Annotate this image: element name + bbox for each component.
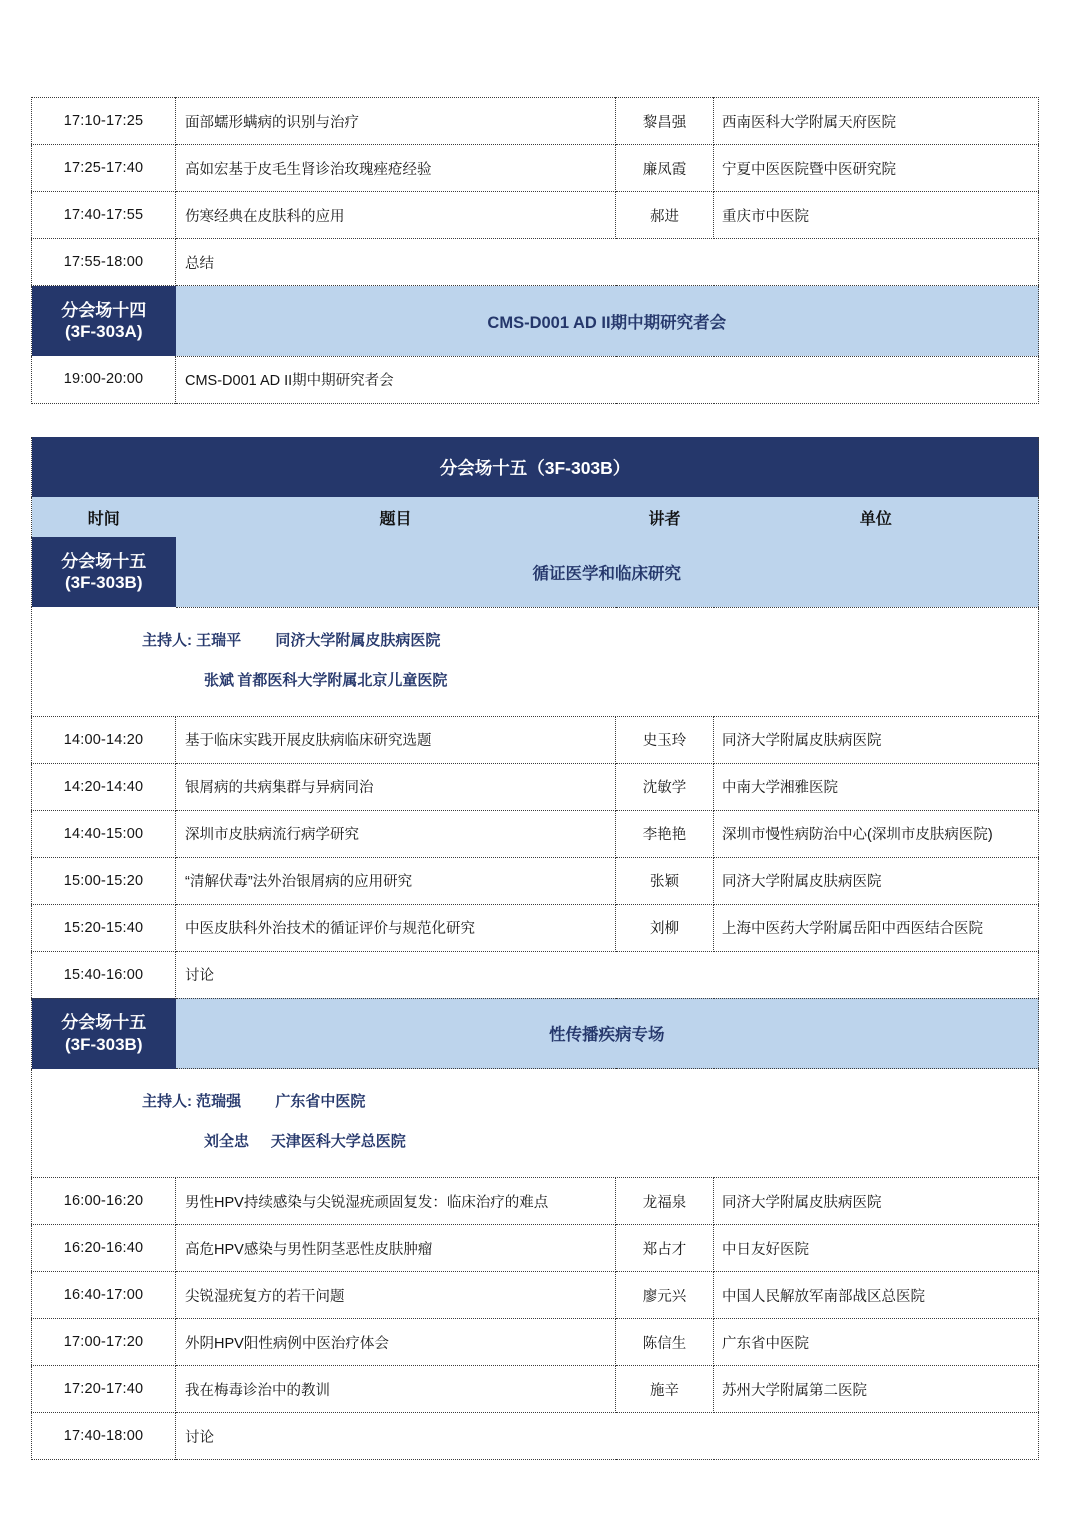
cell-org: 同济大学附属皮肤病医院 <box>714 716 1039 763</box>
cell-time: 19:00-20:00 <box>32 356 176 403</box>
cell-org: 中国人民解放军南部战区总医院 <box>714 1272 1039 1319</box>
section-bar-row <box>32 437 1039 497</box>
moderator-name: 王瑞平 <box>196 631 242 649</box>
cell-title: 讨论 <box>176 951 1039 998</box>
cell-title: 尖锐湿疣复方的若干问题 <box>176 1272 616 1319</box>
table-row <box>32 716 1039 763</box>
venue-line-2: (3F-303A) <box>65 322 143 341</box>
moderator-org: 首都医科大学附属北京儿童医院 <box>237 671 448 689</box>
moderator-name: 张斌 <box>204 671 235 689</box>
cell-time: 14:20-14:40 <box>32 763 176 810</box>
cell-speaker: 施辛 <box>616 1366 714 1413</box>
column-header-speaker: 讲者 <box>616 497 714 537</box>
table-row <box>32 145 1039 192</box>
moderator-line-2 <box>32 1133 1038 1151</box>
venue-line-1: 分会场十五 <box>61 551 147 571</box>
cell-org: 西南医科大学附属天府医院 <box>714 98 1039 145</box>
cell-org: 宁夏中医医院暨中医研究院 <box>714 145 1039 192</box>
cell-title: 高危HPV感染与男性阴茎恶性皮肤肿瘤 <box>176 1225 616 1272</box>
cell-title: 高如宏基于皮毛生肾诊治玫瑰痤疮经验 <box>176 145 616 192</box>
cell-time: 14:40-15:00 <box>32 810 176 857</box>
venue-band-row <box>32 286 1039 357</box>
cell-speaker: 廖元兴 <box>616 1272 714 1319</box>
session-title: CMS-D001 AD II期中期研究者会 <box>176 286 1039 357</box>
moderator-block <box>32 607 1039 716</box>
table-row <box>32 763 1039 810</box>
cell-org: 重庆市中医院 <box>714 192 1039 239</box>
table-row <box>32 1225 1039 1272</box>
moderator-line-1 <box>32 632 1038 650</box>
cell-time: 15:00-15:20 <box>32 857 176 904</box>
cell-time: 17:55-18:00 <box>32 239 176 286</box>
cell-title: 外阴HPV阳性病例中医治疗体会 <box>176 1319 616 1366</box>
cell-org: 中南大学湘雅医院 <box>714 763 1039 810</box>
cell-speaker: 郝进 <box>616 192 714 239</box>
venue-band-row <box>32 537 1039 607</box>
cell-title: 讨论 <box>185 1429 214 1446</box>
cell-time: 16:20-16:40 <box>32 1225 176 1272</box>
moderator-line-1 <box>32 1093 1038 1111</box>
table-row <box>32 951 1039 998</box>
cell-speaker: 黎昌强 <box>616 98 714 145</box>
cell-time: 17:40-18:00 <box>32 1413 176 1460</box>
moderator-label: 主持人: <box>142 631 192 649</box>
venue-line-1: 分会场十四 <box>61 300 147 320</box>
cell-title: 中医皮肤科外治技术的循证评价与规范化研究 <box>176 904 616 951</box>
table-row <box>32 1272 1039 1319</box>
venue-line-1: 分会场十五 <box>61 1013 147 1033</box>
table-row <box>32 857 1039 904</box>
session-title: 性传播疾病专场 <box>176 998 1039 1069</box>
agenda-table-one <box>31 97 1039 404</box>
cell-org: 同济大学附属皮肤病医院 <box>714 1178 1039 1225</box>
moderator-name: 刘全忠 <box>204 1133 250 1150</box>
table-row <box>32 1178 1039 1225</box>
cell-speaker: 沈敏学 <box>616 763 714 810</box>
cell-time: 17:25-17:40 <box>32 145 176 192</box>
cell-title: 我在梅毒诊治中的教训 <box>176 1366 616 1413</box>
cell-title: 银屑病的共病集群与异病同治 <box>176 763 616 810</box>
table-row <box>32 1366 1039 1413</box>
table-row <box>32 1413 1039 1460</box>
cell-title: 伤寒经典在皮肤科的应用 <box>176 192 616 239</box>
cell-org: 广东省中医院 <box>714 1319 1039 1366</box>
cell-speaker: 史玉玲 <box>616 716 714 763</box>
cell-org: 苏州大学附属第二医院 <box>714 1366 1039 1413</box>
cell-time: 16:00-16:20 <box>32 1178 176 1225</box>
cell-speaker: 刘柳 <box>616 904 714 951</box>
table-one-body <box>32 98 1039 404</box>
cell-time: 17:20-17:40 <box>32 1366 176 1413</box>
cell-time: 16:40-17:00 <box>32 1272 176 1319</box>
cell-time: 17:40-17:55 <box>32 192 176 239</box>
cell-speaker: 李艳艳 <box>616 810 714 857</box>
venue-cell <box>32 286 176 357</box>
agenda-table-two <box>31 437 1039 1460</box>
moderator-block <box>32 1069 1039 1178</box>
venue-line-2: (3F-303B) <box>65 573 143 592</box>
cell-speaker: 陈信生 <box>616 1319 714 1366</box>
moderator-name: 范瑞强 <box>196 1093 242 1110</box>
cell-time: 17:00-17:20 <box>32 1319 176 1366</box>
cell-title: 总结 <box>176 239 1039 286</box>
cell-time: 17:10-17:25 <box>32 98 176 145</box>
column-header-title: 题目 <box>176 497 616 537</box>
cell-speaker: 龙福泉 <box>616 1178 714 1225</box>
table-row <box>32 98 1039 145</box>
cell-time: 14:00-14:20 <box>32 716 176 763</box>
cell-title: 深圳市皮肤病流行病学研究 <box>176 810 616 857</box>
cell-org: 上海中医药大学附属岳阳中西医结合医院 <box>714 904 1039 951</box>
moderator-label: 主持人: <box>142 1093 192 1110</box>
moderator-row <box>32 1069 1039 1178</box>
table-row <box>32 810 1039 857</box>
venue-cell <box>32 537 176 607</box>
moderator-org: 广东省中医院 <box>275 1093 366 1110</box>
column-header-row <box>32 497 1039 537</box>
table-row <box>32 356 1039 403</box>
cell-title: 面部蠕形螨病的识别与治疗 <box>176 98 616 145</box>
cell-speaker: 张颖 <box>616 857 714 904</box>
table-row <box>32 239 1039 286</box>
moderator-line-2 <box>32 672 1038 690</box>
moderator-org: 同济大学附属皮肤病医院 <box>275 631 441 649</box>
cell-title: 基于临床实践开展皮肤病临床研究选题 <box>176 716 616 763</box>
cell-org: 同济大学附属皮肤病医院 <box>714 857 1039 904</box>
column-header-org: 单位 <box>714 497 1039 537</box>
cell-speaker: 廉凤霞 <box>616 145 714 192</box>
cell-speaker: 郑占才 <box>616 1225 714 1272</box>
cell-org: 深圳市慢性病防治中心(深圳市皮肤病医院) <box>714 810 1039 857</box>
cell-org: 中日友好医院 <box>714 1225 1039 1272</box>
cell-time: 15:40-16:00 <box>32 951 176 998</box>
section-bar-title: 分会场十五（3F-303B） <box>32 437 1039 497</box>
cell-title: CMS-D001 AD II期中期研究者会 <box>185 373 394 389</box>
column-header-time: 时间 <box>32 497 176 537</box>
session-title: 循证医学和临床研究 <box>176 537 1039 607</box>
moderator-row <box>32 607 1039 716</box>
venue-cell <box>32 998 176 1069</box>
venue-line-2: (3F-303B) <box>65 1034 143 1054</box>
table-two-body <box>32 437 1039 1460</box>
table-row <box>32 904 1039 951</box>
table-row <box>32 192 1039 239</box>
cell-title: 男性HPV持续感染与尖锐湿疣顽固复发：临床治疗的难点 <box>176 1178 616 1225</box>
cell-time: 15:20-15:40 <box>32 904 176 951</box>
venue-band-row <box>32 998 1039 1069</box>
moderator-org: 天津医科大学总医院 <box>270 1133 406 1150</box>
cell-title: “清解伏毒”法外治银屑病的应用研究 <box>176 857 616 904</box>
table-row <box>32 1319 1039 1366</box>
